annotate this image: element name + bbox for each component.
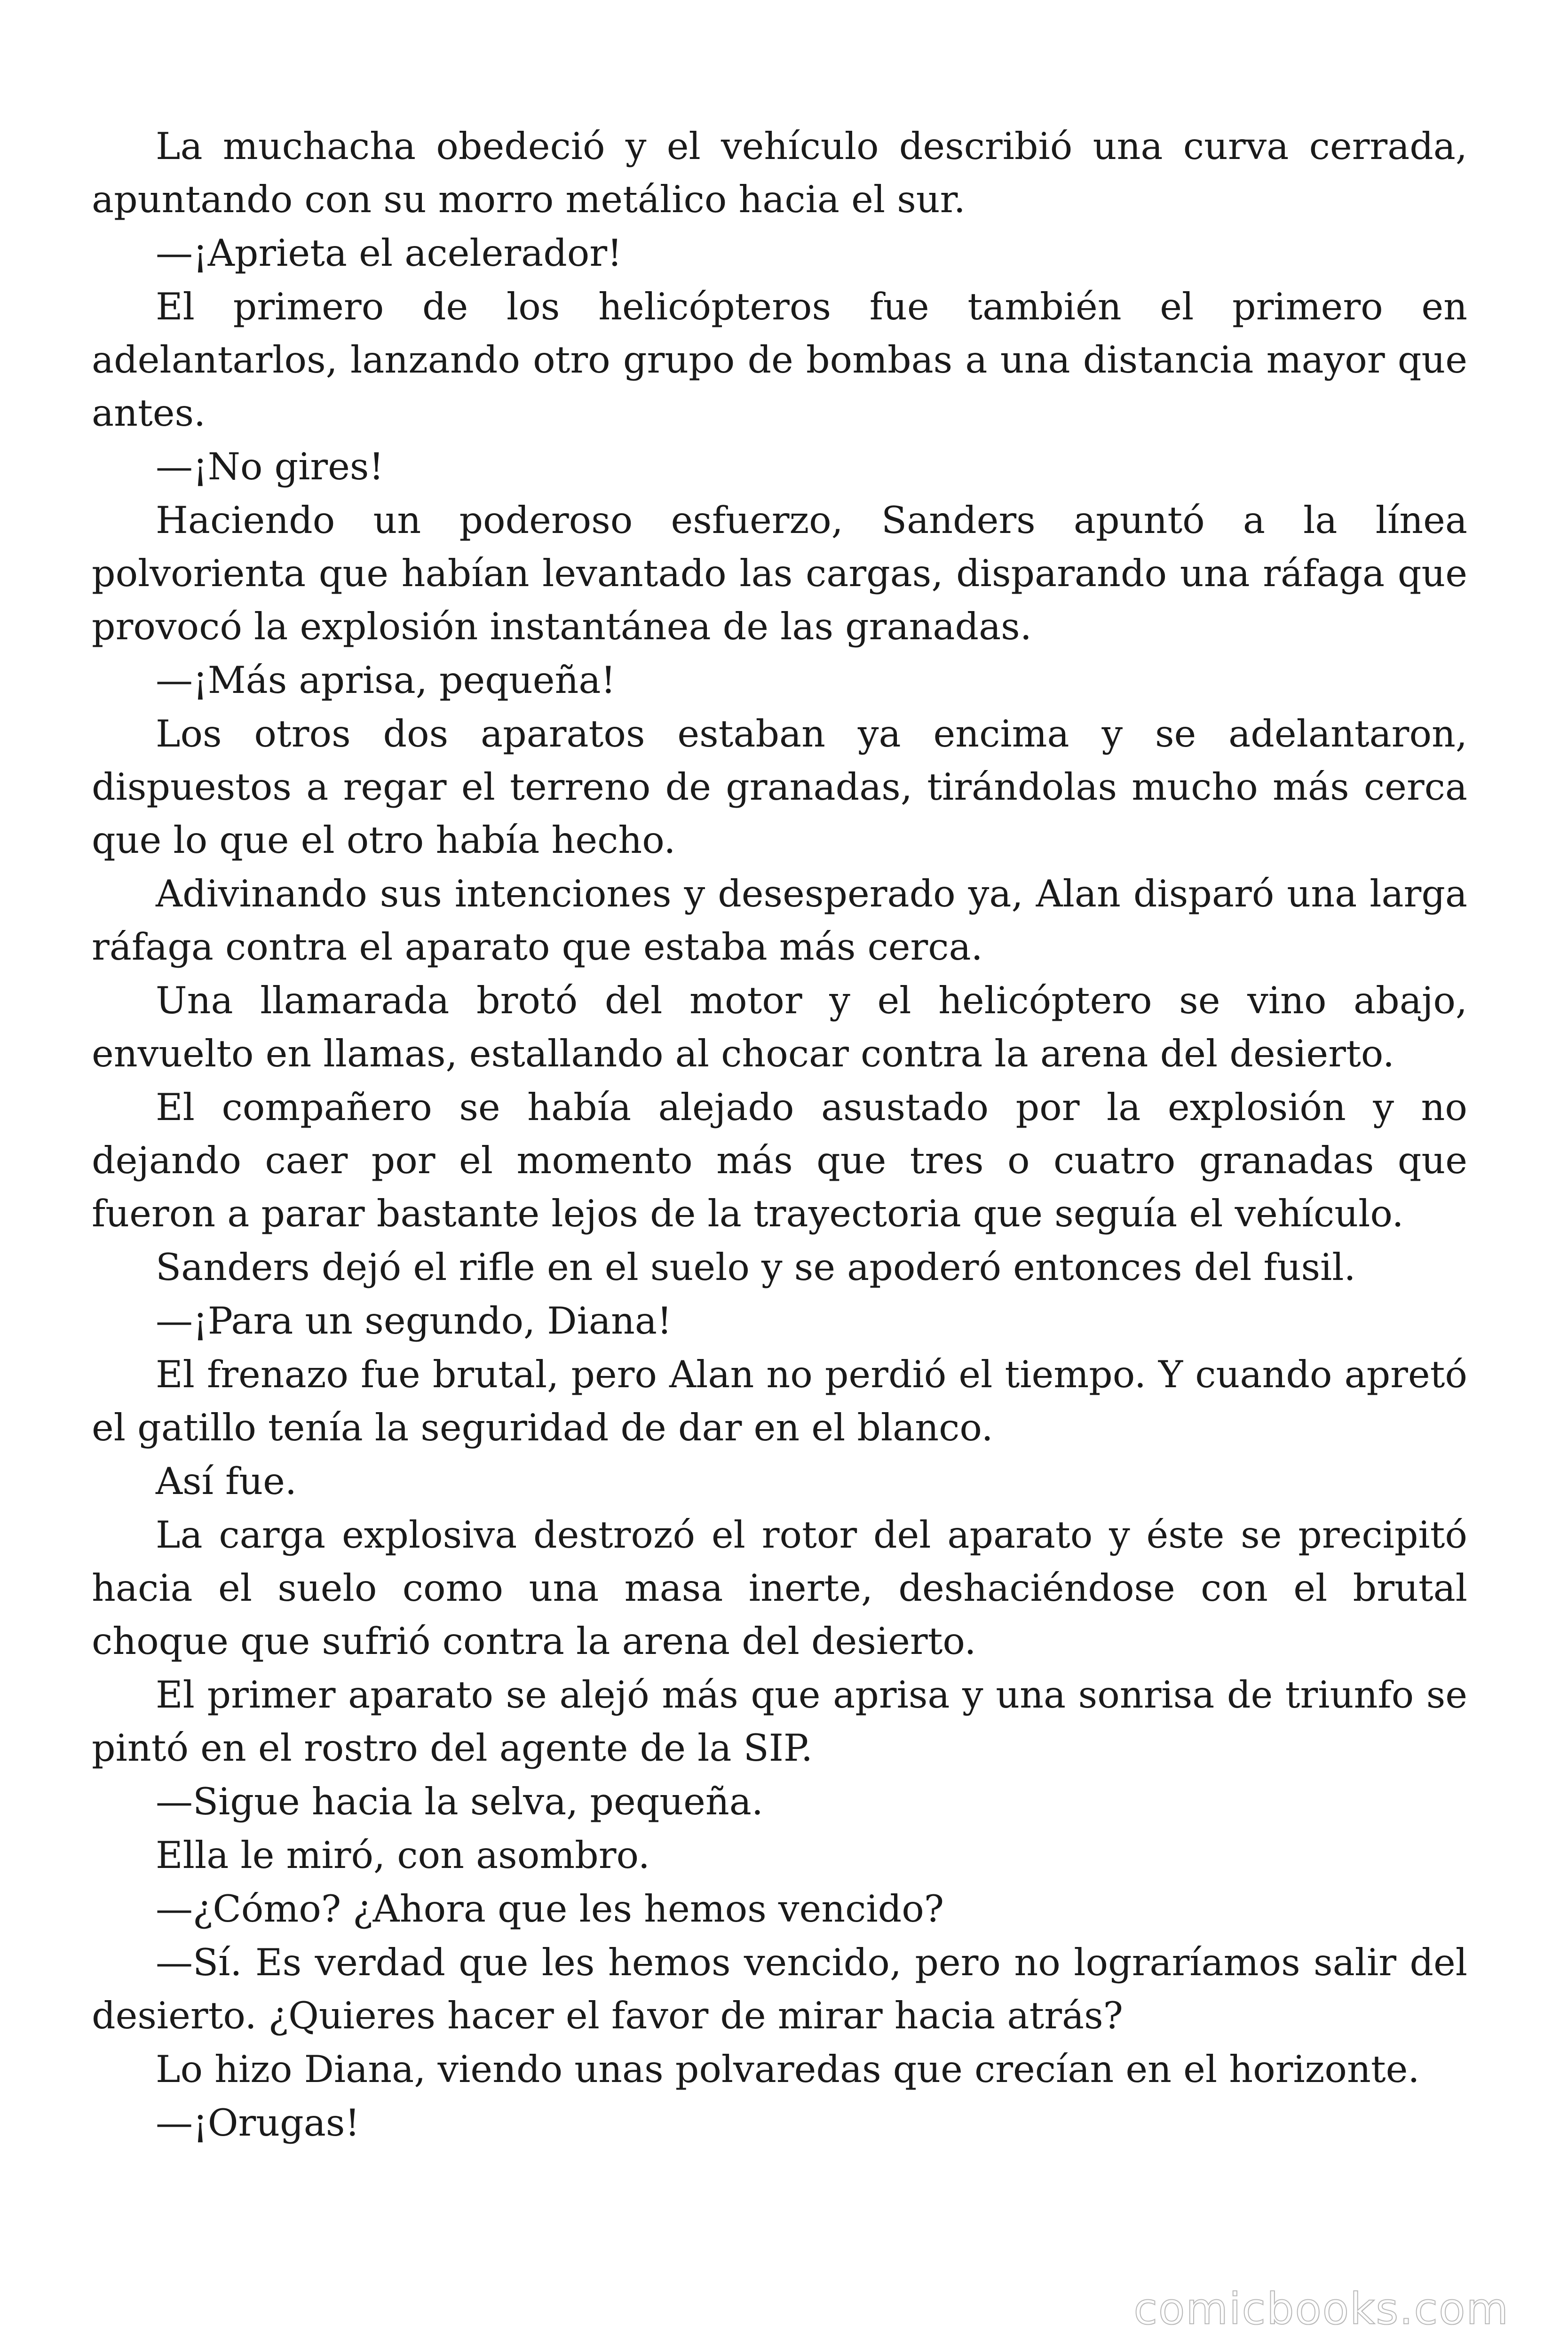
- paragraph: Haciendo un poderoso esfuerzo, Sanders apuntó a la línea polvorienta que habían levantado las cargas, disparando una ráfaga que provocó la explosión instantánea de las granadas.: [92, 499, 1467, 648]
- paragraph: El primero de los helicópteros fue también el primero en adelantarlos, lanzando otro grupo de bombas a una distancia mayor que antes.: [92, 285, 1467, 435]
- paragraph: Adivinando sus intenciones y desesperado ya, Alan disparó una larga ráfaga contra el aparato que estaba más cerca.: [92, 872, 1467, 969]
- paragraph: —¡Orugas!: [156, 2101, 360, 2145]
- paragraph: —¡Más aprisa, pequeña!: [156, 659, 616, 702]
- paragraph: El frenazo fue brutal, pero Alan no perdió el tiempo. Y cuando apretó el gatillo tenía la seguridad de dar en el blanco.: [92, 1353, 1467, 1449]
- watermark-logo: comicbooks.com: [1133, 2284, 1509, 2334]
- paragraph: Una llamarada brotó del motor y el helicóptero se vino abajo, envuelto en llamas, estallando al chocar contra la arena del desierto.: [92, 979, 1467, 1075]
- paragraph: Ella le miró, con asombro.: [156, 1834, 650, 1877]
- paragraph: —¿Cómo? ¿Ahora que les hemos vencido?: [156, 1887, 944, 1931]
- paragraph: El primer aparato se alejó más que aprisa y una sonrisa de triunfo se pintó en el rostro del agente de la SIP.: [92, 1673, 1467, 1770]
- paragraph: Así fue.: [156, 1460, 297, 1503]
- paragraph: —¡No gires!: [156, 445, 384, 488]
- paragraph: Sanders dejó el rifle en el suelo y se apoderó entonces del fusil.: [156, 1246, 1356, 1289]
- paragraph: —¡Para un segundo, Diana!: [156, 1299, 672, 1343]
- paragraph: El compañero se había alejado asustado por la explosión y no dejando caer por el momento más que tres o cuatro granadas que fueron a parar bastante lejos de la trayectoria que seguía el vehículo.: [92, 1086, 1467, 1235]
- paragraph: La muchacha obedeció y el vehículo describió una curva cerrada, apuntando con su morro metálico hacia el sur.: [92, 125, 1467, 221]
- paragraph: —Sigue hacia la selva, pequeña.: [156, 1780, 764, 1823]
- paragraph: La carga explosiva destrozó el rotor del aparato y éste se precipitó hacia el suelo como una masa inerte, deshaciéndose con el brutal choque que sufrió contra la arena del desierto.: [92, 1513, 1467, 1663]
- paragraph: Los otros dos aparatos estaban ya encima y se adelantaron, dispuestos a regar el terreno de granadas, tirándolas mucho más cerca que lo que el otro había hecho.: [92, 712, 1467, 862]
- paragraph: —Sí. Es verdad que les hemos vencido, pero no lograríamos salir del desierto. ¿Quieres hacer el favor de mirar hacia atrás?: [92, 1941, 1467, 2037]
- paragraph: —¡Aprieta el acelerador!: [156, 231, 622, 275]
- body-text: [92, 120, 1467, 2150]
- paragraph: Lo hizo Diana, viendo unas polvaredas que crecían en el horizonte.: [156, 2048, 1420, 2091]
